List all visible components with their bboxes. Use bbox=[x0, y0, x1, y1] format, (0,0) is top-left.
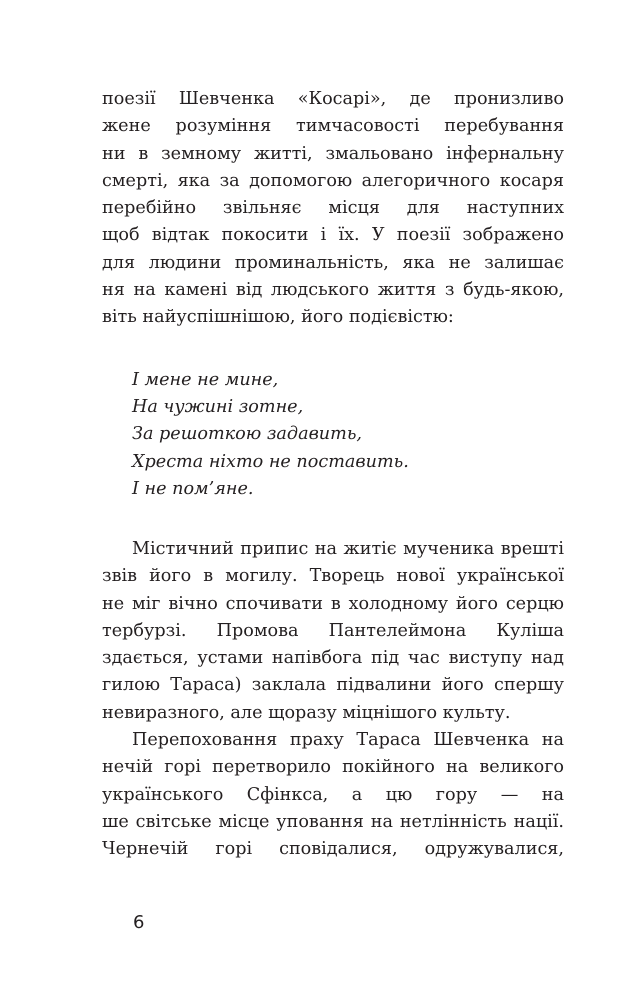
text-line: здається, устами напівбога під час виступу над bbox=[102, 648, 564, 669]
poem-line: Хреста ніхто не поставить. bbox=[132, 451, 409, 472]
text-line: не міг вічно спочивати в холодному його серцю bbox=[102, 593, 564, 614]
text-line: Чернечій горі сповідалися, одружувалися, bbox=[102, 839, 564, 860]
poem-quote bbox=[102, 367, 564, 503]
text-line: смерті, яка за допомогою алегоричного косаря bbox=[102, 170, 564, 191]
text-line: Містичний припис на житіє мученика врешті bbox=[132, 539, 564, 559]
paragraph-2 bbox=[102, 536, 564, 727]
text-line: жене розуміння тимчасовості перебування bbox=[102, 116, 564, 137]
page-number: 6 bbox=[133, 912, 145, 933]
text-line: нечій горі перетворило покійного на великого bbox=[102, 757, 564, 778]
poem-line: За решоткою задавить, bbox=[132, 424, 362, 445]
text-line: ни в земному житті, змальовано інфернальну bbox=[102, 143, 564, 164]
poem-line: І мене не мине, bbox=[132, 370, 279, 390]
text-line: невиразного, але щоразу міцнішого культу. bbox=[102, 702, 511, 723]
text-line: перебійно звільняє місця для наступних bbox=[102, 198, 564, 219]
text-line: звів його в могилу. Творець нової української bbox=[102, 566, 564, 587]
text-line: українського Сфінкса, а цю гору — на bbox=[102, 784, 564, 805]
text-line: віть найуспішнішою, його подієвістю: bbox=[102, 307, 454, 328]
text-line: гилою Тараса) заклала підвалини його спершу bbox=[102, 675, 564, 696]
paragraph-3 bbox=[102, 727, 564, 863]
text-line: тербурзі. Промова Пантелеймона Куліша bbox=[102, 620, 564, 641]
poem-line: І не пом’яне. bbox=[132, 478, 254, 499]
text-line: щоб відтак покосити і їх. У поезії зображено bbox=[102, 225, 564, 246]
text-line: ше світське місце уповання на нетлінність нації. bbox=[102, 811, 564, 832]
poem-line: На чужині зотне, bbox=[132, 397, 304, 418]
text-line: поезії Шевченка «Косарі», де пронизливо bbox=[102, 89, 564, 109]
paragraph-1 bbox=[102, 86, 564, 332]
text-line: Перепоховання праху Тараса Шевченка на bbox=[132, 730, 564, 750]
text-line: ня на камені від людського життя з будь-якою, bbox=[102, 280, 564, 301]
text-line: для людини проминальність, яка не залишає bbox=[102, 252, 564, 273]
